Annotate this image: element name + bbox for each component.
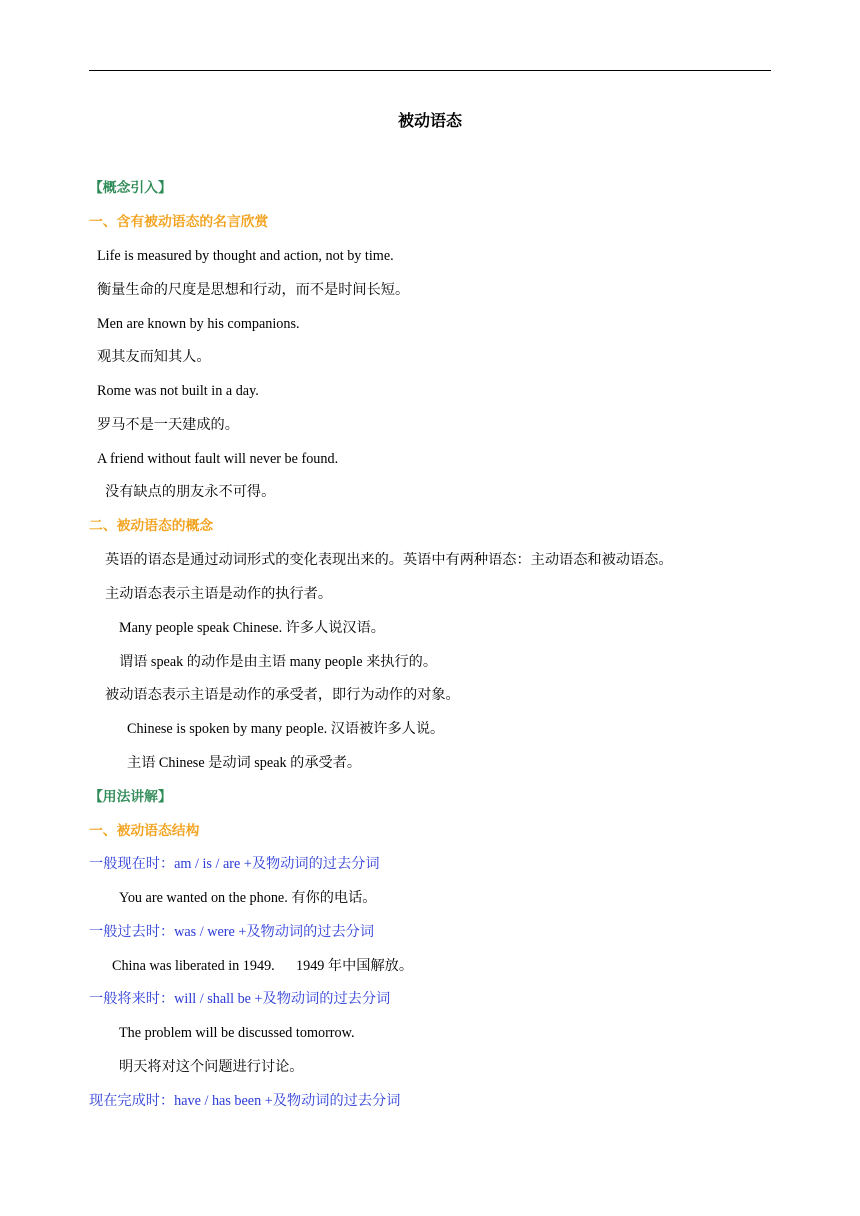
tense-rule: 一般现在时：am / is / are +及物动词的过去分词 — [89, 856, 380, 872]
concept-paragraph: 英语的语态是通过动词形式的变化表现出来的。英语中有两种语态：主动语态和被动语态。 — [105, 552, 673, 568]
concept-example-note: 谓语 speak 的动作是由主语 many people 来执行的。 — [119, 654, 438, 670]
tense-example: 明天将对这个问题进行讨论。 — [119, 1059, 304, 1075]
page-title: 被动语态 — [397, 111, 462, 130]
quote-en: A friend without fault will never be found. — [97, 451, 339, 467]
concept-example: Many people speak Chinese. 许多人说汉语。 — [119, 620, 385, 636]
quote-en: Life is measured by thought and action, not by time. — [97, 248, 394, 264]
quote-zh: 衡量生命的尺度是思想和行动，而不是时间长短。 — [97, 282, 410, 298]
quote-en: Rome was not built in a day. — [97, 383, 259, 399]
header-rule — [89, 70, 771, 71]
section-heading-quotes: 一、含有被动语态的名言欣赏 — [89, 214, 269, 230]
tense-example: The problem will be discussed tomorrow. — [119, 1025, 355, 1041]
concept-intro-heading: 【概念引入】 — [89, 180, 172, 196]
tense-rule: 现在完成时：have / has been +及物动词的过去分词 — [89, 1093, 401, 1109]
concept-example-note: 主语 Chinese 是动词 speak 的承受者。 — [127, 755, 362, 771]
concept-paragraph: 被动语态表示主语是动作的承受者，即行为动作的对象。 — [105, 687, 460, 703]
quote-en: Men are known by his companions. — [97, 316, 300, 332]
usage-heading: 【用法讲解】 — [89, 789, 172, 805]
quote-zh: 罗马不是一天建成的。 — [97, 417, 239, 433]
tense-example: You are wanted on the phone. 有你的电话。 — [119, 890, 377, 906]
tense-rule: 一般过去时：was / were +及物动词的过去分词 — [89, 924, 375, 940]
concept-paragraph: 主动语态表示主语是动作的执行者。 — [105, 586, 333, 602]
tense-example: China was liberated in 1949. 1949 年中国解放。 — [112, 958, 414, 974]
concept-example: Chinese is spoken by many people. 汉语被许多人说。 — [127, 721, 445, 737]
section-heading-concept: 二、被动语态的概念 — [89, 518, 214, 534]
section-heading-structure: 一、被动语态结构 — [89, 823, 200, 839]
quote-zh: 没有缺点的朋友永不可得。 — [105, 484, 276, 500]
quote-zh: 观其友而知其人。 — [97, 349, 211, 365]
tense-rule: 一般将来时：will / shall be +及物动词的过去分词 — [89, 991, 391, 1007]
